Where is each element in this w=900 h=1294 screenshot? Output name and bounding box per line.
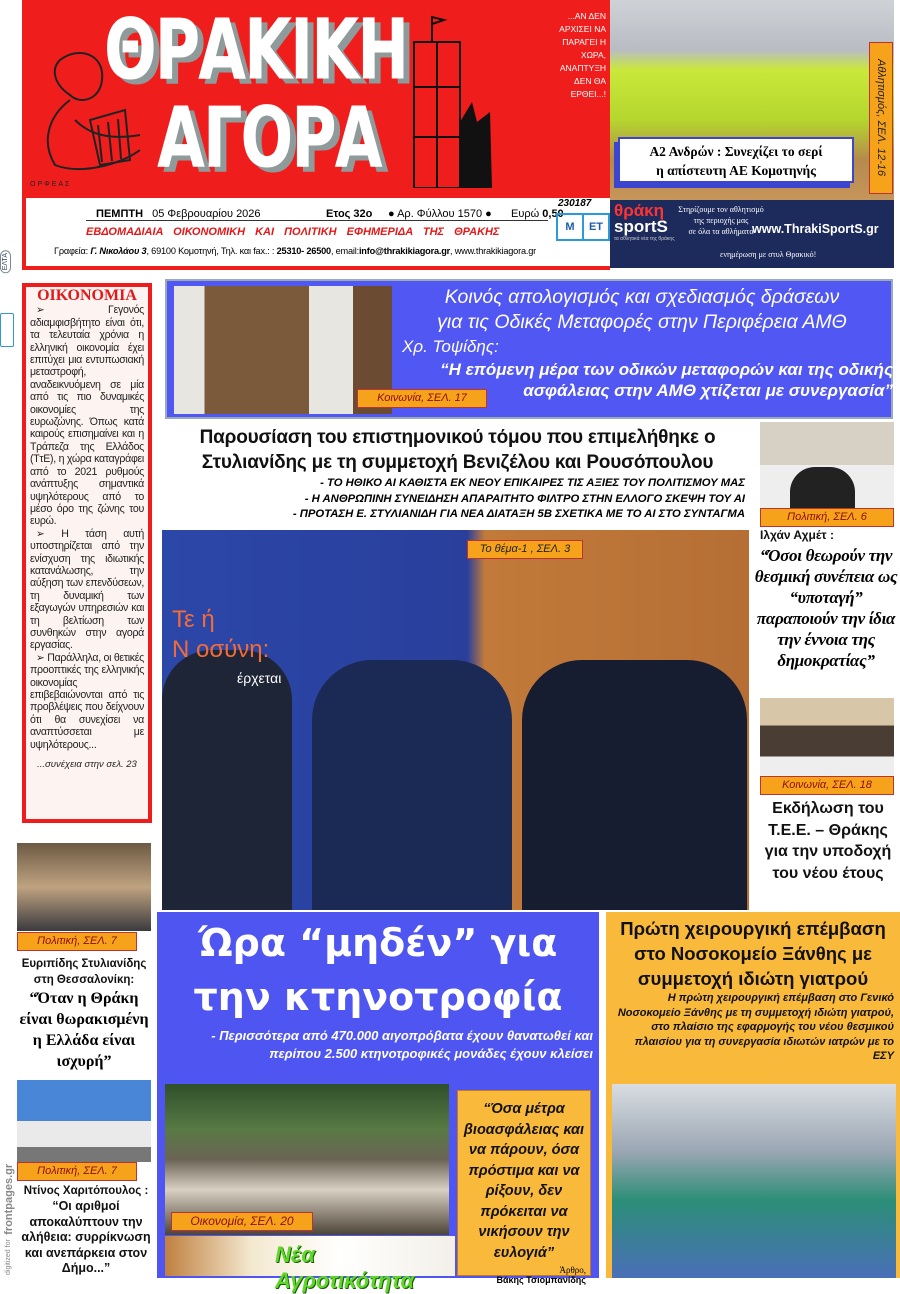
- title-line-2: ΑΓΟΡΑ: [157, 88, 381, 187]
- charitopoulos-quote: “Οι αριθμοί αποκαλύπτουν την αλήθεια: συρρίκνωση και ανεπάρκεια στον Δήμο...”: [21, 1199, 151, 1275]
- economy-column: [22, 283, 152, 823]
- logo-top: θράκη: [614, 201, 665, 220]
- address-rest: , 69100 Κομοτηνή, Τηλ. και fax.: :: [146, 246, 275, 256]
- ahmet-quote: “Όσοι θεωρούν την θεσμική συνέπεια ως “υποταγή” παραποιούν την ίδια την έννοια της δημοκρατίας”: [754, 546, 898, 670]
- economy-paragraph: ➢ Παράλληλα, οι θετικές προοπτικές της ελληνικής οικονομίας επιβεβαιώνονται από τις προβλέψεις που δείχνουν ότι θα συνεχίσει να αναπτύσσεται με υψηλότερους...: [30, 651, 144, 751]
- banner-text3: σε όλα τα αθλήματα: [688, 227, 754, 236]
- phone: 25310- 26500: [276, 246, 331, 256]
- email-link[interactable]: info@thrakikiagora.gr: [358, 246, 450, 256]
- hospital-title: Πρώτη χειρουργική επέμβαση στο Νοσοκομείο Ξάνθης με συμμετοχή ιδιώτη γιατρού: [620, 918, 886, 989]
- surgery-photo: [612, 1084, 896, 1278]
- sports-side-label-text: Αθλητισμός, ΣΕΛ. 12-16: [875, 59, 887, 177]
- transport-page-label[interactable]: Κοινωνία, ΣΕΛ. 17: [357, 389, 487, 408]
- transport-quote1: “Η επόμενη μέρα των οδικών μεταφορών και της οδικής: [440, 360, 893, 379]
- transport-title1: Κοινός απολογισμός και σχεδιασμός δράσεων: [444, 286, 840, 308]
- livestock-title1: Ώρα “μηδέν” για: [198, 921, 558, 965]
- byline-label: Άρθρο,: [559, 1265, 586, 1275]
- watermark: [0, 1100, 16, 1275]
- issue-date: 05 Φεβρουαρίου 2026: [152, 208, 261, 220]
- tee-photo: [760, 698, 894, 776]
- issue-code: 230187: [558, 198, 592, 209]
- ahmet-speaker: Ιλχάν Αχμέτ :: [760, 528, 834, 542]
- livestock-story: [157, 912, 599, 1293]
- tee-page-label[interactable]: Κοινωνία, ΣΕΛ. 18: [760, 776, 894, 795]
- lead-title2: Στυλιανίδης με τη συμμετοχή Βενιζέλου και Ρουσόπουλου: [201, 452, 714, 473]
- poster-text: έρχεται: [237, 670, 282, 686]
- transport-story: [165, 279, 893, 419]
- masthead: [22, 0, 610, 198]
- charitopoulos-lead: Ντίνος Χαριτόπουλος :: [23, 1185, 149, 1197]
- issue-number: ● Αρ. Φύλλου 1570 ●: [388, 208, 492, 220]
- title-line-1: ΘΡΑΚΙΚΗ: [104, 0, 408, 99]
- address-prefix: Γραφεία:: [54, 246, 88, 256]
- stylianidis-page-label[interactable]: Πολιτική, ΣΕΛ. 7: [17, 932, 137, 951]
- banner-text2: της περιοχής μας: [693, 216, 749, 225]
- address-street: Γ. Νικολάου 3: [90, 246, 147, 256]
- hospital-story: [606, 912, 900, 1278]
- tee-title: Εκδήλωση του Τ.Ε.Ε. – Θράκης για την υποδοχή του νέου έτους: [764, 800, 892, 882]
- issue-year: Ετος 32ο: [326, 208, 373, 220]
- charitopoulos-photo: [17, 1080, 151, 1162]
- stylianidis-lead: Ευριπίδης Στυλιανίδης στη Θεσσαλονίκη:: [21, 958, 147, 986]
- price-label: Ευρώ: [511, 208, 540, 220]
- issue-day: ΠΕΜΠΤΗ: [96, 208, 144, 220]
- stylianidis-quote: “Όταν η Θράκη είναι θωρακισμένη η Ελλάδα είναι ισχυρή”: [19, 990, 149, 1070]
- thrakisports-banner[interactable]: [610, 200, 894, 268]
- economy-paragraph: ➢ Γεγονός αδιαμφισβήτητο είναι ότι, τα τελευταία χρόνια η ελληνική οικονομία έχει επιτύχει μια εντυπωσιακή μεταστροφή, αναδεικνυόμενη σε μία από τις πιο δυναμικές οικονομίες της ευρωζώνης. Όπως κατά καιρούς επισημαίνει και η Τράπεζα της Ελλάδος (ΤτΕ), η χώρα καταγράφει από το 2021 ρυθμούς ανάπτυξης σημαντικά υψηλότερους από το μέσο όρο της ζώνης του ευρώ.: [30, 304, 144, 528]
- tower-icon: [402, 12, 492, 188]
- logo-sub: τα αθλητικά νέα της θράκης: [614, 236, 675, 242]
- sports-caption-line1: Α2 Ανδρών : Συνεχίζει το σερί: [649, 144, 823, 159]
- sports-caption[interactable]: [618, 137, 854, 183]
- sports-side-label[interactable]: [869, 42, 893, 194]
- poster-text: Ν οσύνη:: [172, 636, 270, 663]
- livestock-page-label[interactable]: Οικονομία, ΣΕΛ. 20: [171, 1212, 313, 1231]
- byline-author: Βάκης Τσιομπανίδης: [496, 1275, 586, 1285]
- met-mini-logo: [0, 313, 14, 347]
- met-logo: [556, 213, 610, 241]
- person-center: [312, 660, 512, 910]
- lead-bullet: - Η ΑΝΘΡΩΠΙΝΗ ΣΥΝΕΙΔΗΣΗ ΑΠΑΡΑΙΤΗΤΟ ΦΙΛΤΡΟ ΣΤΗΝ ΕΛΛΟΓΟ ΣΚΕΨΗ ΤΟΥ ΑΙ: [304, 492, 745, 505]
- nea-agrotikotita-text: Νέα Αγροτικότητα: [275, 1242, 415, 1293]
- lead-page-label[interactable]: Το θέμα-1 , ΣΕΛ. 3: [467, 540, 583, 559]
- charitopoulos-page-label[interactable]: Πολιτική, ΣΕΛ. 7: [17, 1162, 137, 1181]
- slogan: ...ΑΝ ΔΕΝ ΑΡΧΙΣΕΙ ΝΑ ΠΑΡΑΓΕΙ Η ΧΩΡΑ, ΑΝΑΠΤΥΞΗ ΔΕΝ ΘΑ ΕΡΘΕΙ...!: [559, 11, 606, 99]
- person-left: [162, 650, 292, 910]
- contact-line: [54, 246, 536, 256]
- lead-photo: [162, 530, 749, 910]
- ahmet-page-label[interactable]: Πολιτική, ΣΕΛ. 6: [760, 508, 894, 527]
- livestock-quote: “Όσα μέτρα βιοασφάλειας και να πάρουν, όσα πρόστιμα και να ρίξουν, δεν πρόκειται να νικήσουν την ευλογιά”: [463, 1101, 585, 1261]
- met-m: Μ: [558, 215, 584, 239]
- orpheus-caption: ΟΡΦΕΑΣ: [30, 181, 72, 188]
- person-right: [522, 660, 747, 910]
- watermark-line1: digitized for: [5, 1239, 12, 1275]
- economy-paragraph: ➢ Η τάση αυτή υποστηρίζεται από την ενίσχυση της ιδιωτικής κατανάλωσης, την αύξηση των επενδύσεων, τη δυναμική των εξαγωγών υπηρεσιών και τη βελτίωση των συνθηκών στην αγορά εργασίας.: [30, 527, 144, 652]
- livestock-title2: την κτηνοτροφία: [193, 975, 563, 1019]
- logo-bottom: sportS: [614, 217, 668, 236]
- hospital-subtitle: Η πρώτη χειρουργική επέμβαση στο Γενικό Νοσοκομείο Ξάνθης με τη συμμετοχή ιδιώτη γιατρού, στο πλαίσιο της εφαρμογής του νέου θεσμικού πλαισίου για τη συνεργασία ιδιωτών ιατρών με το ΕΣΥ: [617, 992, 894, 1062]
- ahmet-photo: [760, 422, 894, 508]
- livestock-quote-box: [457, 1090, 591, 1285]
- livestock-subtitle: - Περισσότερα από 470.000 αιγοπρόβατα έχουν θανατωθεί και περίπου 2.500 κτηνοτροφικές μονάδες έχουν κλείσει: [211, 1028, 593, 1061]
- lead-bullet: - ΤΟ ΗΘΙΚΟ ΑΙ ΚΑΘΙΣΤΑ ΕΚ ΝΕΟΥ ΕΠΙΚΑΙΡΕΣ ΤΙΣ ΑΞΙΕΣ ΤΟΥ ΠΟΛΙΤΙΣΜΟΥ ΜΑΣ: [320, 477, 745, 489]
- tagline: ΕΒΔΟΜΑΔΙΑΙΑ ΟΙΚΟΝΟΜΙΚΗ ΚΑΙ ΠΟΛΙΤΙΚΗ ΕΦΗΜΕΡΙΔΑ ΤΗΣ ΘΡΑΚΗΣ: [86, 226, 500, 238]
- watermark-line2: frontpages.gr: [3, 1163, 15, 1235]
- transport-speaker: Χρ. Τοψίδης:: [402, 337, 499, 356]
- poster-text: Τε ή: [172, 606, 215, 633]
- transport-quote2: ασφάλειας στην ΑΜΘ χτίζεται με συνεργασία”: [523, 381, 893, 400]
- left-strip: [0, 250, 18, 360]
- lead-bullet: - ΠΡΟΤΑΣΗ Ε. ΣΤΥΛΙΑΝΙΔΗ ΓΙΑ ΝΕΑ ΔΙΑΤΑΞΗ 5Β ΣΧΕΤΙΚΑ ΜΕ ΤΟ ΑΙ ΣΤΟ ΣΥΝΤΑΓΜΑ: [292, 508, 745, 520]
- economy-continue-link[interactable]: ...συνέχεια στην σελ. 23: [37, 759, 137, 771]
- sports-caption-line2: η απίστευτη ΑΕ Κομοτηνής: [656, 163, 816, 178]
- banner-text1: Στηρίζουμε τον αθλητισμό: [678, 205, 764, 214]
- elta-logo: ΕΛΤΑ: [0, 250, 11, 273]
- thrakisports-logo: [614, 203, 675, 243]
- economy-title: ΟΙΚΟΝΟΜΙΑ: [37, 287, 137, 304]
- nea-agrotikotita-banner[interactable]: [165, 1236, 455, 1293]
- thrakisports-url[interactable]: www.ThrakiSportS.gr: [752, 222, 879, 236]
- lead-title1: Παρουσίαση του επιστημονικού τόμου που επιμελήθηκε ο: [199, 427, 716, 448]
- met-et: ΕΤ: [588, 221, 604, 233]
- transport-title2: για τις Οδικές Μεταφορές στην Περιφέρεια ΑΜΘ: [437, 311, 847, 333]
- stylianidis-photo: [17, 843, 151, 931]
- price: 0,50: [542, 208, 564, 220]
- email-label: , email:: [330, 246, 359, 256]
- issue-info-bar: [22, 198, 610, 270]
- banner-footer: ενημέρωση με στυλ Θρακικό!: [720, 250, 817, 259]
- website-link[interactable]: , www.thrakikiagora.gr: [450, 246, 536, 256]
